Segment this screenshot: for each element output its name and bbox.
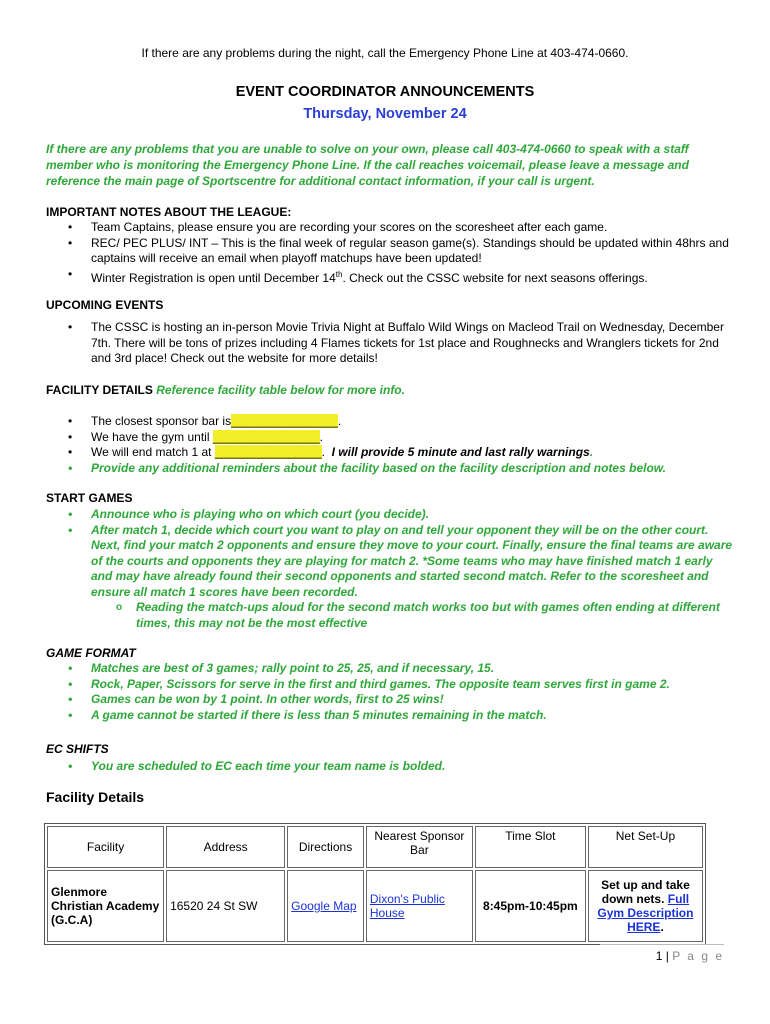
- start-games-sublist: [91, 600, 736, 631]
- facility-heading-label: FACILITY DETAILS: [46, 383, 153, 397]
- address-cell: 16520 24 St SW: [166, 870, 285, 942]
- list-item: • Rock, Paper, Scissors for serve in the first and third games. The opposite team serves first in game 2.: [46, 677, 736, 693]
- winter-text: Winter Registration is open until December 14: [91, 270, 336, 285]
- list-item: • You are scheduled to EC each time your team name is bolded.: [46, 759, 736, 775]
- page-separator: |: [665, 949, 669, 963]
- bar-text: The closest sponsor bar is: [91, 414, 232, 428]
- league-notes-heading: IMPORTANT NOTES ABOUT THE LEAGUE:: [46, 205, 292, 219]
- winter-sup: th: [335, 269, 343, 279]
- table-header-cell: Directions: [287, 826, 364, 868]
- sponsor-bar-cell: [366, 870, 473, 942]
- list-item: [46, 523, 736, 632]
- list-item: • Provide any additional reminders about the facility based on the facility description and notes below.: [46, 461, 736, 477]
- table-header-cell: Net Set-Up: [588, 826, 703, 868]
- upcoming-events-heading: UPCOMING EVENTS: [46, 298, 164, 312]
- facility-table: [44, 823, 706, 945]
- start-games-heading: START GAMES: [46, 491, 133, 505]
- page-label: P a g e: [672, 949, 724, 963]
- start-item-text: After match 1, decide which court you want to play on and tell your opponent they will be on the other court. Next, find your match 2 opponents and ensure they move to your court. Finally, ensure the final teams are aware of the courts and opponents they are playing for match 2. *Some teams who may have finished match 1 early and may have already found their second opponents and started second match. Refer to the scoresheet and ensure all match 1 scores have been recorded.: [91, 522, 733, 599]
- winter-text-end: . Check out the CSSC website for next seasons offerings.: [342, 270, 648, 285]
- facility-name-cell: Glenmore Christian Academy (G.C.A): [47, 870, 164, 942]
- net-setup-text: Set up and take down nets.: [601, 878, 690, 906]
- end-blank: ________________: [214, 445, 322, 459]
- list-item: • REC/ PEC PLUS/ INT – This is the final week of regular season game(s). Standings should be updated within 48hrs and captains will receive an email when playoff matchups have been updated!: [46, 236, 736, 267]
- table-header-row: [47, 826, 703, 868]
- league-notes-list: [46, 220, 736, 286]
- start-games-list: [46, 507, 736, 631]
- net-setup-cell: Set up and take down nets. Full Gym Description HERE.: [588, 870, 703, 942]
- document-title: EVENT COORDINATOR ANNOUNCEMENTS: [235, 84, 535, 100]
- game-format-heading: GAME FORMAT: [46, 646, 136, 660]
- ec-shifts-heading: EC SHIFTS: [46, 742, 109, 756]
- table-header-cell: Time Slot: [475, 826, 586, 868]
- list-item: [46, 267, 736, 287]
- list-item: • The closest sponsor bar is________________.: [46, 414, 736, 430]
- emergency-line-notice: If there are any problems during the night, call the Emergency Phone Line at 403-474-0660.: [141, 46, 629, 60]
- upcoming-events-list: [46, 320, 736, 367]
- list-item: • A game cannot be started if there is less than 5 minutes remaining in the match.: [46, 708, 736, 724]
- directions-cell: [287, 870, 364, 942]
- list-item: • Matches are best of 3 games; rally point to 25, 25, and if necessary, 15.: [46, 661, 736, 677]
- time-slot-cell: 8:45pm-10:45pm: [475, 870, 586, 942]
- end-text: We will end match 1 at: [91, 445, 215, 459]
- warnings-text: I will provide 5 minute and last rally warnings: [331, 445, 590, 459]
- table-row: [47, 870, 703, 942]
- facility-details-list: [46, 414, 736, 476]
- list-item: • We have the gym until ________________.: [46, 430, 736, 446]
- intro-paragraph: If there are any problems that you are unable to solve on your own, please call 403-474-0660 to speak with a staff member who is monitoring the Emergency Phone Line. If the call reaches voicemail, please leave a message and reference the main page of Sportscentre for additional contact information, if your call is urgent.: [46, 142, 689, 188]
- facility-table-heading: Facility Details: [46, 789, 145, 805]
- page-footer: [600, 944, 724, 963]
- gym-description-link[interactable]: Full Gym Description HERE: [597, 892, 694, 934]
- google-map-link[interactable]: Google Map: [291, 899, 357, 913]
- page-number: 1: [655, 949, 663, 963]
- bar-blank: ________________: [231, 414, 338, 428]
- table-header-cell: Nearest Sponsor Bar: [366, 826, 473, 868]
- facility-heading-note: Reference facility table below for more info.: [156, 383, 405, 397]
- table-header-cell: Facility: [47, 826, 164, 868]
- sub-list-item: o Reading the match-ups aloud for the second match works too but with games often ending at different times, this may not be the most effective: [91, 600, 736, 631]
- list-item: • The CSSC is hosting an in-person Movie Trivia Night at Buffalo Wild Wings on Macleod Trail on Wednesday, December 7th. There will be tons of prizes including 4 Flames tickets for 1st place and Roughnecks and Wranglers tickets for 2nd and 3rd place! Check out the website for more details!: [46, 320, 736, 367]
- facility-details-heading: [46, 383, 405, 397]
- list-item: • We will end match 1 at ________________. I will provide 5 minute and last rally warnings.: [46, 445, 736, 461]
- list-item: • Games can be won by 1 point. In other words, first to 25 wins!: [46, 692, 736, 708]
- list-item: • Announce who is playing who on which court (you decide).: [46, 507, 736, 523]
- sponsor-bar-link[interactable]: Dixon's Public House: [369, 892, 445, 920]
- ec-shifts-list: [46, 759, 736, 775]
- table-header-cell: Address: [166, 826, 285, 868]
- list-item: • Team Captains, please ensure you are recording your scores on the scoresheet after each game.: [46, 220, 736, 236]
- game-format-list: [46, 661, 736, 723]
- document-date: Thursday, November 24: [303, 106, 467, 122]
- gym-text: We have the gym until: [91, 429, 213, 444]
- gym-blank: ________________: [212, 429, 320, 444]
